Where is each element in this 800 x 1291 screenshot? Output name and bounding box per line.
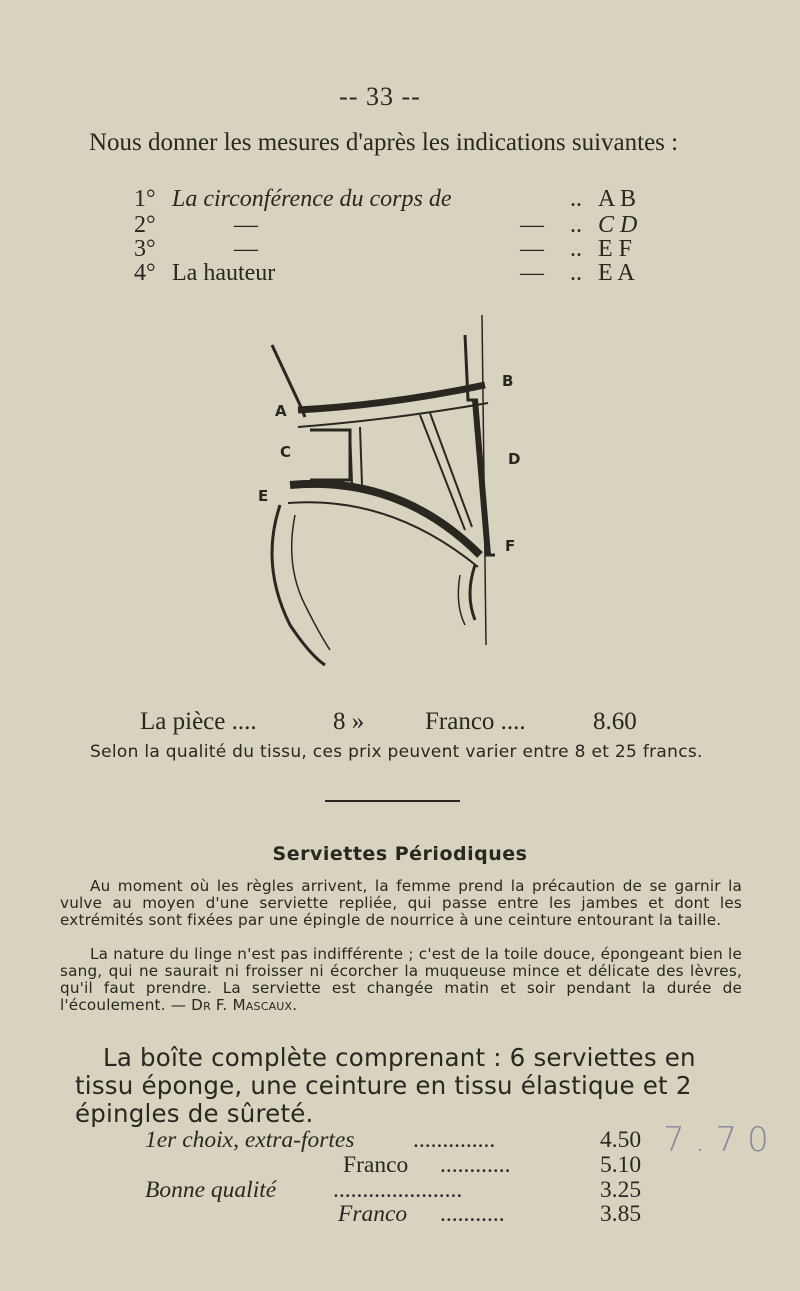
measure-dots: .. (570, 212, 582, 238)
measure-number: 3° (134, 236, 156, 262)
figure-label: D (508, 450, 521, 468)
divider (325, 800, 460, 802)
measure-dots: .. (570, 236, 582, 262)
price-row-value: 3.85 (600, 1201, 642, 1227)
price-row-dots: ............ (440, 1152, 511, 1178)
measure-row (134, 186, 654, 212)
figure-label: C (280, 443, 292, 461)
handwritten-annotation: 7.70 (663, 1120, 779, 1160)
price-row-value: 4.50 (600, 1127, 642, 1153)
garment-illustration (250, 305, 540, 685)
paragraph (60, 946, 742, 1014)
box-description: La boîte complète comprenant : 6 serviettes en tissu éponge, une ceinture en tissu élastique et 2 épingles de sûreté. (75, 1043, 696, 1128)
measure-code: E A (598, 260, 635, 286)
measure-number: 2° (134, 212, 156, 238)
measure-label: La hauteur (172, 260, 276, 286)
price-row-dots: .............. (413, 1127, 496, 1153)
page-number: -- 33 -- (339, 82, 421, 111)
franco-label: Franco .... (425, 708, 526, 735)
price-row-dots: ...................... (333, 1177, 463, 1203)
measure-row (134, 212, 654, 238)
section-heading: Serviettes Périodiques (272, 843, 528, 865)
price-row-label: 1er choix, extra-fortes (145, 1127, 355, 1153)
price-note: Selon la qualité du tissu, ces prix peuvent varier entre 8 et 25 francs. (90, 742, 703, 762)
price-label: La pièce .... (140, 708, 257, 735)
measure-label: — (234, 212, 258, 238)
measure-code: E F (598, 236, 633, 262)
measure-dots: .. (570, 186, 582, 212)
measure-number: 1° (134, 186, 156, 212)
measure-ditto: — (520, 260, 544, 286)
measure-number: 4° (134, 260, 156, 286)
measure-label: La circonférence du corps de (172, 186, 452, 212)
franco-value: 8.60 (593, 708, 637, 735)
price-row (145, 1152, 645, 1178)
figure-label: A (275, 402, 287, 420)
intro-text: Nous donner les mesures d'après les indications suivantes : (89, 129, 679, 156)
paragraph: Au moment où les règles arrivent, la femme prend la précaution de se garnir la vulve au moyen d'une serviette repliée, qui passe entre les jambes et dont les extrémités sont fixées par une épingle de nourrice à une ceinture entourant la taille. (60, 877, 742, 929)
measure-row (134, 236, 654, 262)
measure-code: C D (598, 212, 638, 238)
measure-ditto: — (520, 236, 544, 262)
paragraph-text: La nature du linge n'est pas indifférente ; c'est de la toile douce, épongeant bien le sang, qui ne saurait ni froisser ni écorcher la muqueuse mince et délicate des lèvres, qu'il faut prendre. La serviette est changée matin et soir pendant la durée de l'écoulement. — (60, 945, 742, 1014)
price-row-value: 3.25 (600, 1177, 642, 1203)
author: Dr F. Mascaux. (191, 996, 298, 1014)
price-row (145, 1177, 645, 1203)
measure-ditto: — (520, 212, 544, 238)
measure-label: — (234, 236, 258, 262)
figure-label: E (258, 487, 269, 505)
price-row-label: Franco (343, 1152, 409, 1178)
price-row (145, 1127, 645, 1153)
price-value: 8 » (333, 708, 365, 735)
price-row-label: Franco (338, 1201, 408, 1227)
price-row-dots: ........... (440, 1201, 505, 1227)
price-line (140, 708, 660, 738)
price-row (145, 1201, 645, 1227)
price-row-label: Bonne qualité (145, 1177, 277, 1203)
measure-dots: .. (570, 260, 582, 286)
measure-row (134, 260, 654, 286)
figure-label: F (505, 537, 516, 555)
figure-label: B (502, 372, 514, 390)
measure-code: A B (598, 186, 637, 212)
price-row-value: 5.10 (600, 1152, 642, 1178)
